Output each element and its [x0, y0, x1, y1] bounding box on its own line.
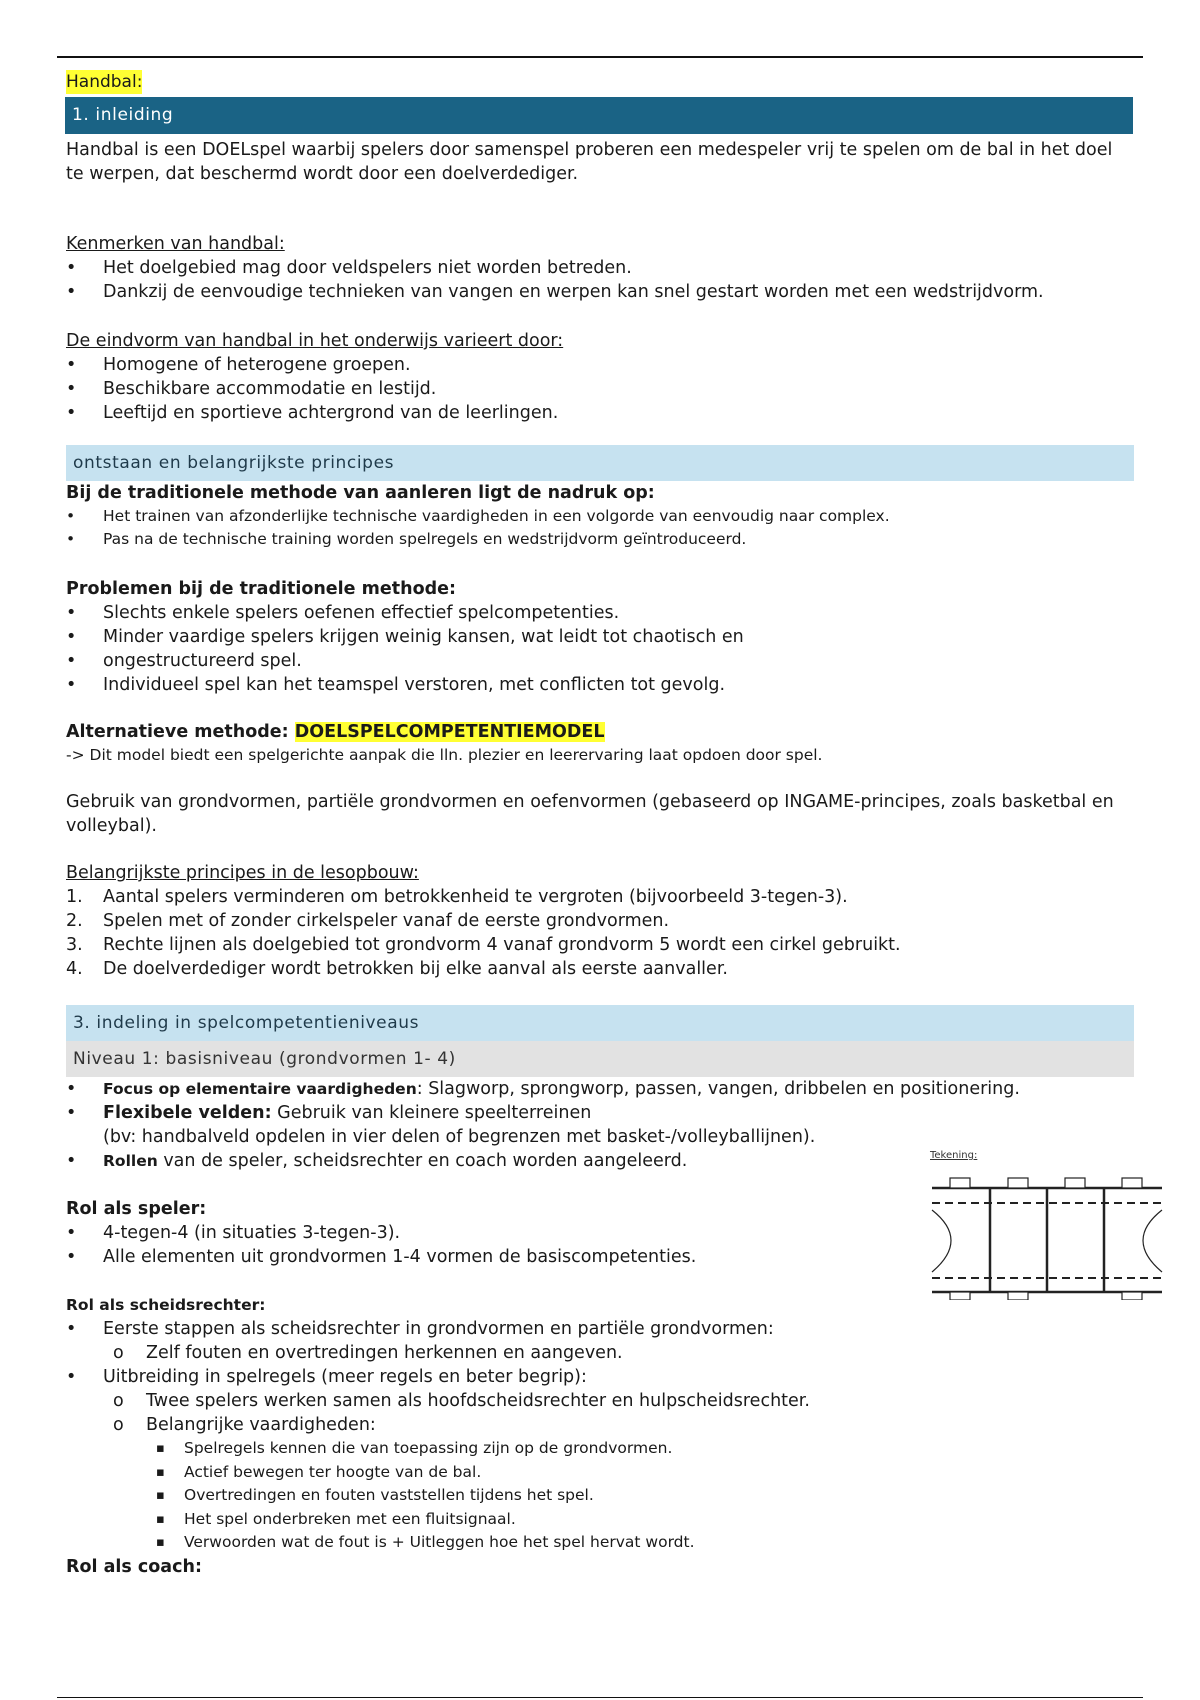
list-item: ▪ Het spel onderbreken met een fluitsignaal.: [146, 1508, 1134, 1532]
trad-title: Bij de traditionele methode van aanleren ligt de nadruk op:: [66, 483, 655, 503]
scheids-title: Rol als scheidsrechter:: [66, 1296, 266, 1314]
list-text: De doelverdediger wordt betrokken bij elke aanval als eerste aanvaller.: [103, 959, 728, 979]
top-rule: [57, 56, 1143, 58]
list-item: [66, 1101, 1134, 1149]
bottom-rule: [57, 1697, 1143, 1698]
item-continuation: (bv: handbalveld opdelen in vier delen of begrenzen met basket-/volleyballijnen).: [103, 1127, 816, 1147]
prob-title: Problemen bij de traditionele methode:: [66, 579, 456, 599]
scheids-list-2: [66, 1365, 1134, 1389]
list-number: 1.: [66, 887, 83, 907]
list-item: • Beschikbare accommodatie en lestijd.: [66, 377, 1134, 401]
list-item: [66, 1077, 1134, 1101]
handball-court-diagram: [930, 1150, 1166, 1300]
alt-description: -> Dit model biedt een spelgerichte aanpak die lln. plezier en leerervaring laat opdoen door spel.: [66, 746, 823, 764]
list-item: • Dankzij de eenvoudige technieken van vangen en werpen kan snel gestart worden met een wedstrijdvorm.: [66, 280, 1134, 304]
principes-list: [66, 885, 1134, 981]
alt-highlight: DOELSPELCOMPETENTIEMODEL: [294, 722, 605, 742]
doc-title: Handbal:: [66, 72, 143, 92]
trad-list: [66, 505, 1134, 551]
grondvormen-paragraph: Gebruik van grondvormen, partiële grondvormen en oefenvormen (gebaseerd op INGAME-principes, zoals basketbal en volleybal).: [66, 792, 1114, 836]
list-text: Rechte lijnen als doelgebied tot grondvorm 4 vanaf grondvorm 5 wordt een cirkel gebruikt.: [103, 935, 901, 955]
list-item: o Twee spelers werken samen als hoofdscheidsrechter en hulpscheidsrechter.: [103, 1389, 1134, 1413]
eindvorm-list: [66, 353, 1134, 425]
court-drawing: [930, 1150, 1166, 1300]
item-text: Gebruik van kleinere speelterreinen: [271, 1103, 592, 1123]
list-item: ▪ Verwoorden wat de fout is + Uitleggen hoe het spel hervat wordt.: [146, 1531, 1134, 1555]
item-bold: Rollen: [103, 1152, 158, 1170]
list-item: • Eerste stappen als scheidsrechter in grondvormen en partiële grondvormen:: [66, 1317, 1134, 1341]
list-item: [66, 957, 1134, 981]
list-item: • Alle elementen uit grondvormen 1-4 vormen de basiscompetenties.: [66, 1245, 1134, 1269]
scheids-list: [66, 1317, 1134, 1341]
item-text: : Slagworp, sprongworp, passen, vangen, dribbelen en positionering.: [416, 1079, 1020, 1099]
list-item: o Zelf fouten en overtredingen herkennen en aangeven.: [103, 1341, 1134, 1365]
list-item: • Leeftijd en sportieve achtergrond van de leerlingen.: [66, 401, 1134, 425]
list-number: 3.: [66, 935, 83, 955]
list-item: • ongestructureerd spel.: [66, 649, 1134, 673]
list-item: ▪ Overtredingen en fouten vaststellen tijdens het spel.: [146, 1484, 1134, 1508]
list-item: o Belangrijke vaardigheden:: [103, 1413, 1134, 1437]
prob-list: [66, 601, 1134, 697]
list-item: • Het trainen van afzonderlijke technische vaardigheden in een volgorde van eenvoudig naar complex.: [66, 505, 1134, 528]
list-item: • Slechts enkele spelers oefenen effectief spelcompetenties.: [66, 601, 1134, 625]
list-item: [66, 885, 1134, 909]
list-item: ▪ Actief bewegen ter hoogte van de bal.: [146, 1461, 1134, 1485]
list-item: • Homogene of heterogene groepen.: [66, 353, 1134, 377]
list-item: • Pas na de technische training worden spelregels en wedstrijdvorm geïntroduceerd.: [66, 528, 1134, 551]
alt-method: [66, 720, 1134, 744]
list-item: ▪ Spelregels kennen die van toepassing zijn op de grondvormen.: [146, 1437, 1134, 1461]
section-heading-principes: ontstaan en belangrijkste principes: [66, 445, 1134, 481]
intro-paragraph: Handbal is een DOELspel waarbij spelers door samenspel proberen een medespeler vrij te spelen om de bal in het doel te werpen, dat beschermd wordt door een doelverdediger.: [66, 140, 1113, 184]
list-item: • Minder vaardige spelers krijgen weinig kansen, wat leidt tot chaotisch en: [66, 625, 1134, 649]
kenmerken-list: [66, 256, 1134, 304]
list-number: 4.: [66, 959, 83, 979]
eindvorm-title: De eindvorm van handbal in het onderwijs varieert door:: [66, 331, 564, 351]
scheids-sublist-1: [103, 1341, 1134, 1365]
coach-title: Rol als coach:: [66, 1556, 202, 1577]
item-text: van de speler, scheidsrechter en coach worden aangeleerd.: [157, 1151, 688, 1171]
scheids-sublist-2: [103, 1389, 1134, 1437]
document-body: [66, 64, 1134, 1579]
list-text: Spelen met of zonder cirkelspeler vanaf de eerste grondvormen.: [103, 911, 670, 931]
list-number: 2.: [66, 911, 83, 931]
vaardigheden-list: [146, 1437, 1134, 1555]
speler-title: Rol als speler:: [66, 1199, 207, 1219]
list-item: [66, 909, 1134, 933]
list-item: • 4-tegen-4 (in situaties 3-tegen-3).: [66, 1221, 1134, 1245]
list-item: • Uitbreiding in spelregels (meer regels en beter begrip):: [66, 1365, 1134, 1389]
section-heading-niveaus: 3. indeling in spelcompetentieniveaus: [66, 1005, 1134, 1041]
section-heading-inleiding: 1. inleiding: [65, 97, 1133, 134]
principes-title: Belangrijkste principes in de lesopbouw:: [66, 863, 419, 883]
list-item: • Individueel spel kan het teamspel verstoren, met conflicten tot gevolg.: [66, 673, 1134, 697]
list-item: [66, 933, 1134, 957]
alt-label: Alternatieve methode:: [66, 722, 295, 742]
kenmerken-title: Kenmerken van handbal:: [66, 234, 285, 254]
item-bold: Flexibele velden:: [103, 1103, 272, 1123]
list-item: • Het doelgebied mag door veldspelers niet worden betreden.: [66, 256, 1134, 280]
drawing-label: Tekening:: [930, 1150, 978, 1161]
item-bold: Focus op elementaire vaardigheden: [103, 1080, 417, 1098]
subsection-heading-niveau-1: Niveau 1: basisniveau (grondvormen 1- 4): [66, 1041, 1134, 1077]
list-text: Aantal spelers verminderen om betrokkenheid te vergroten (bijvoorbeeld 3-tegen-3).: [103, 887, 848, 907]
